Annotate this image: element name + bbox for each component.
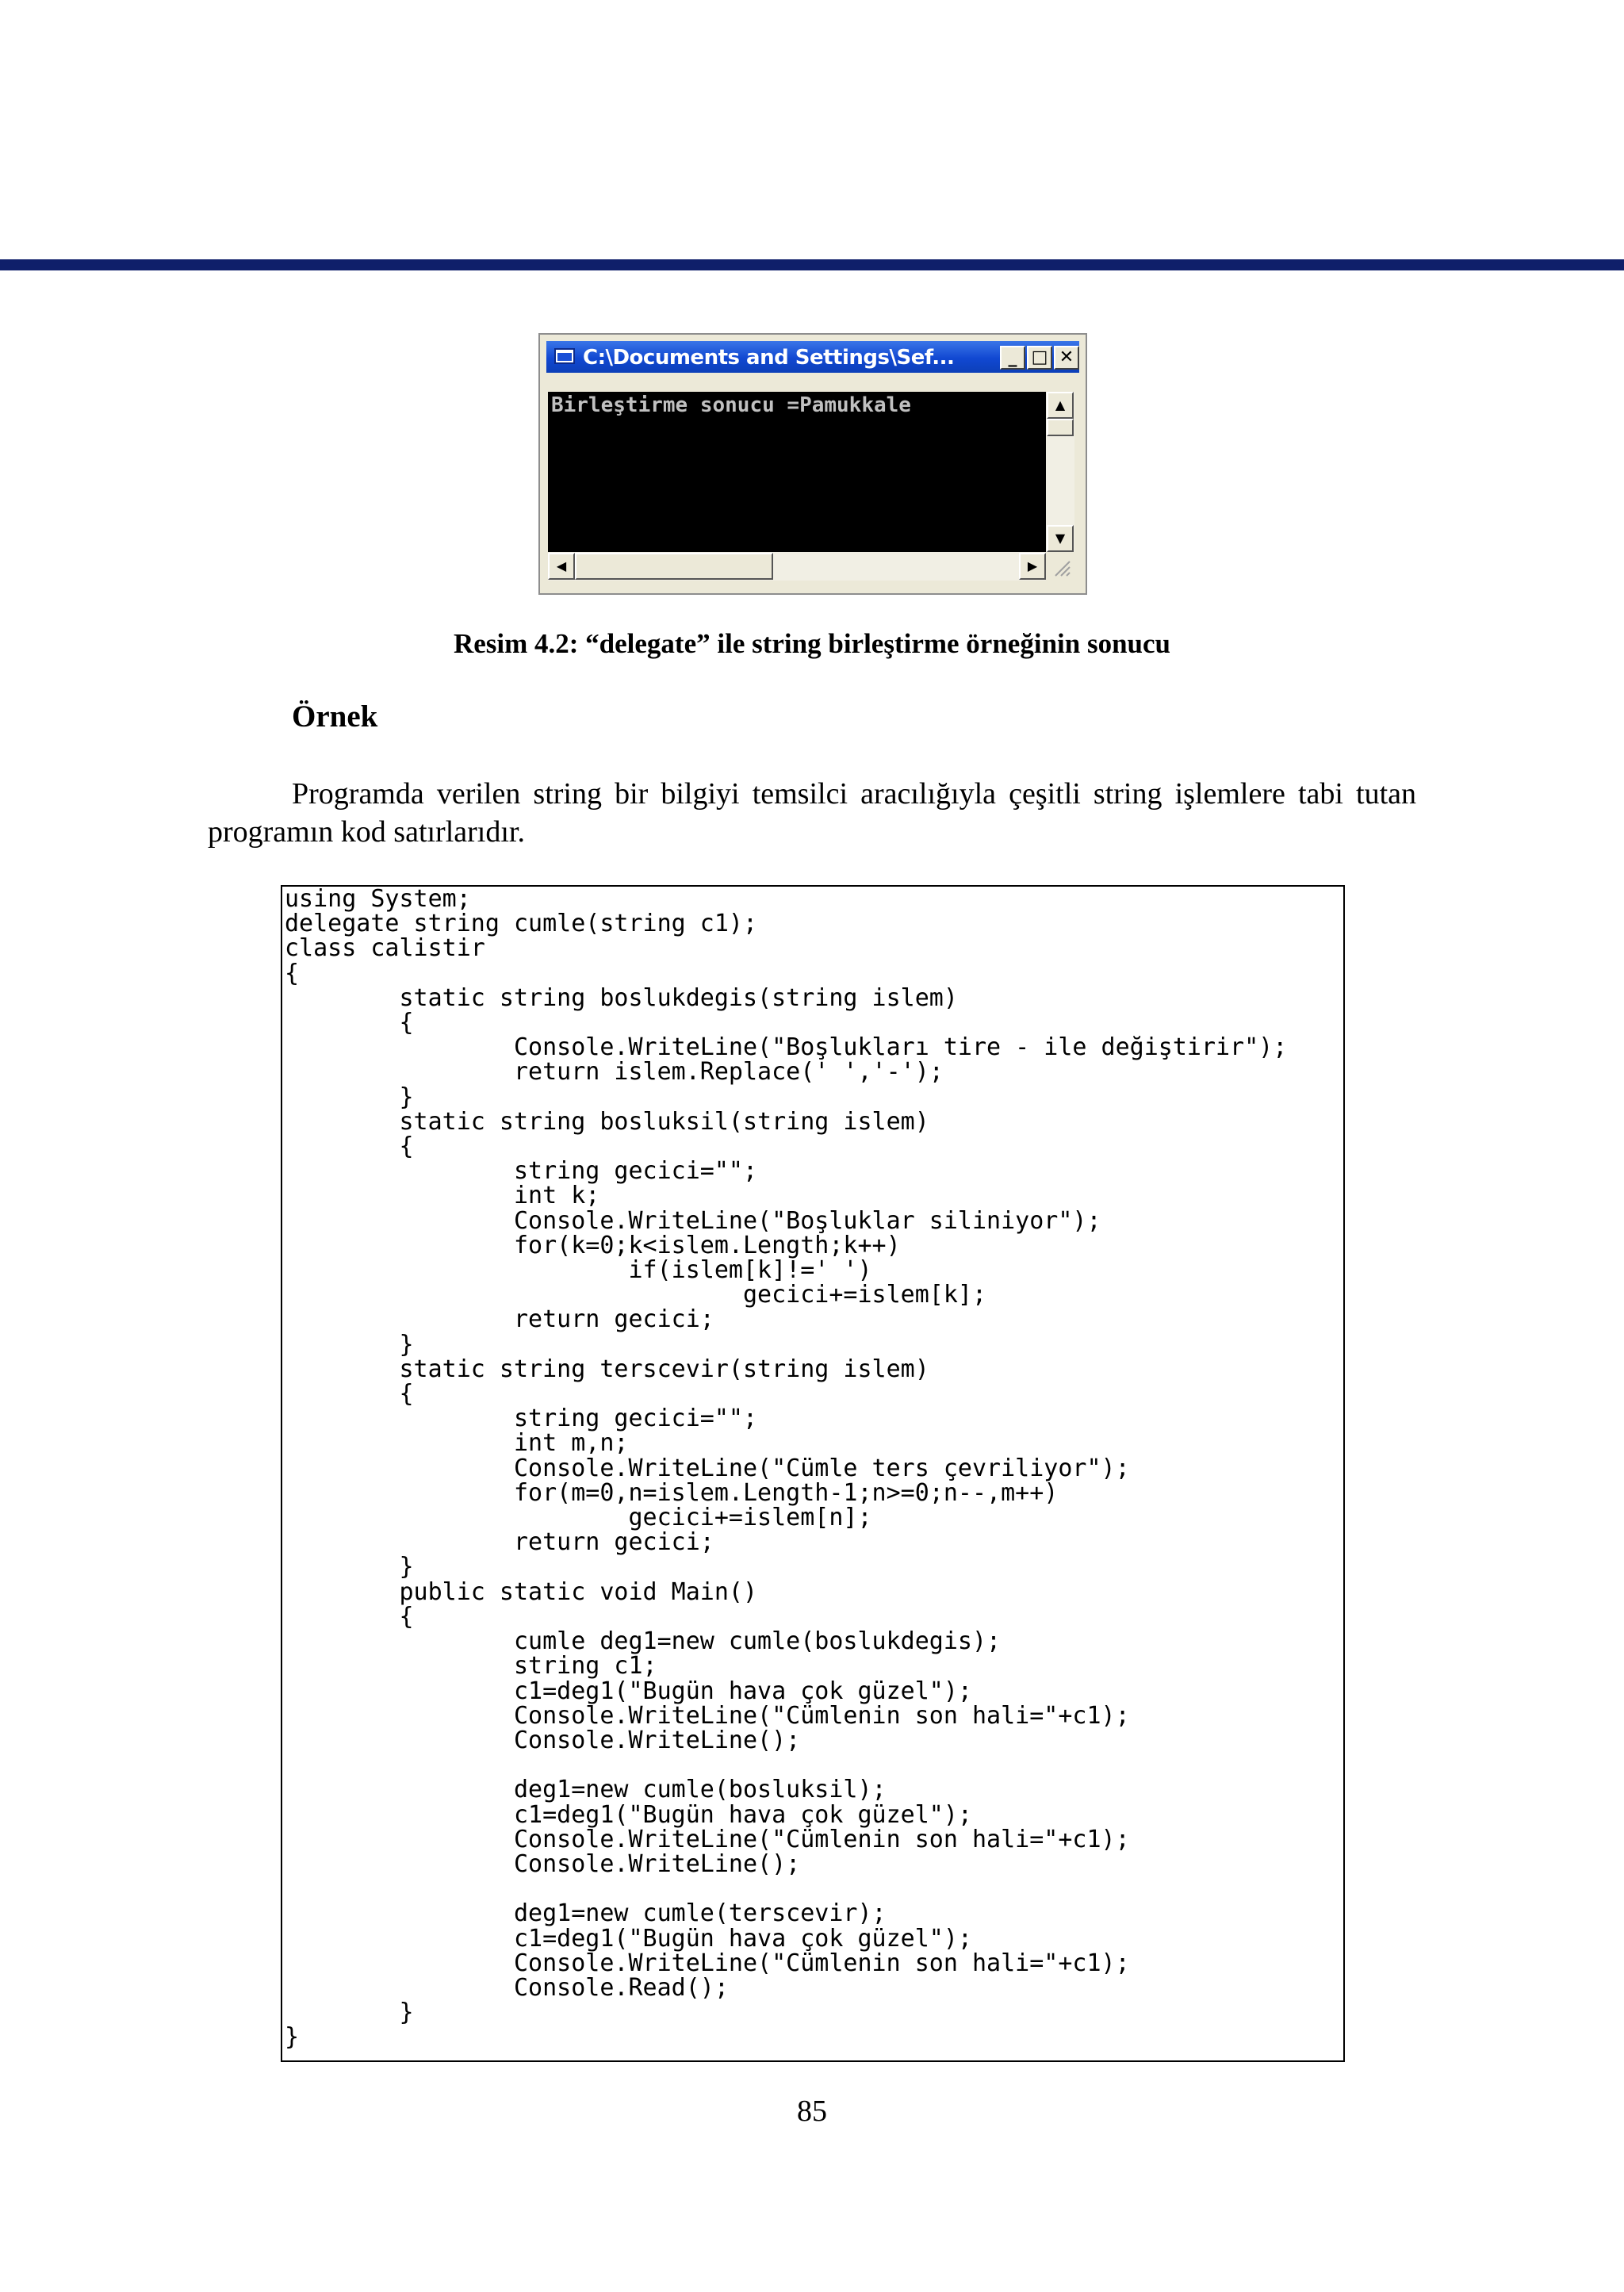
console-output-area[interactable] <box>548 392 1046 552</box>
vertical-scroll-thumb[interactable] <box>1047 419 1074 436</box>
body-paragraph <box>208 775 1416 851</box>
minimize-button[interactable]: _ <box>1000 346 1025 370</box>
close-button[interactable]: ✕ <box>1054 346 1079 370</box>
window-title: C:\Documents and Settings\Sef... <box>583 346 955 370</box>
scroll-left-arrow-icon[interactable]: ◀ <box>548 553 575 580</box>
code-listing-text: using System; delegate string cumle(string c1); class calistir { static string boslukdegis(string islem) { Console.WriteLine("Boşlukları tire - ile değiştirir"); return islem.Replace(' ','-'); } static string bosluksil(string islem) { string gecici=""; int k; Console.WriteLine("Boşluklar siliniyor"); for(k=0;k<islem.Length;k++) if(islem[k]!=' ') gecici+=islem[k]; return gecici; } static string terscevir(string islem) { string gecici=""; int m,n; Console.WriteLine("Cümle ters çevriliyor"); for(m=0,n=islem.Length-1;n>=0;n--,m++) gecici+=islem[n]; return gecici; } public static void Main() { cumle deg1=new cumle(boslukdegis); string c1; c1=deg1("Bugün hava çok güzel"); Console.WriteLine("Cümlenin son hali="+c1); Console.WriteLine(); deg1=new cumle(bosluksil); c1=deg1("Bugün hava çok güzel"); Console.WriteLine("Cümlenin son hali="+c1); Console.WriteLine(); deg1=new cumle(terscevir); c1=deg1("Bugün hava çok güzel"); Console.WriteLine("Cümlenin son hali="+c1); Console.Read(); } } <box>285 885 1288 2052</box>
horizontal-scroll-thumb[interactable] <box>575 553 773 580</box>
page-number: 85 <box>797 2095 827 2128</box>
body-paragraph-text: Programda verilen string bir bilgiyi temsilci aracılığıyla çeşitli string işlemlere tabi tutan programın kod satırlarıdır. <box>208 777 1416 849</box>
scroll-right-arrow-icon[interactable]: ▶ <box>1019 553 1046 580</box>
console-app-icon <box>554 348 575 364</box>
horizontal-scrollbar[interactable] <box>548 552 1046 581</box>
section-heading: Örnek <box>292 699 378 734</box>
scroll-up-arrow-icon[interactable]: ▲ <box>1047 392 1074 419</box>
console-output-text: Birleştirme sonucu =Pamukkale <box>551 393 911 417</box>
console-window <box>538 333 1087 595</box>
header-rule <box>0 259 1624 270</box>
maximize-button[interactable]: □ <box>1027 346 1052 370</box>
scroll-down-arrow-icon[interactable]: ▼ <box>1047 525 1074 552</box>
window-titlebar[interactable] <box>546 341 1079 373</box>
figure-caption: Resim 4.2: “delegate” ile string birleştirme örneğinin sonucu <box>453 628 1171 659</box>
code-listing <box>281 885 1345 2062</box>
resize-grip-icon[interactable] <box>1048 554 1073 579</box>
vertical-scrollbar[interactable] <box>1046 392 1074 552</box>
